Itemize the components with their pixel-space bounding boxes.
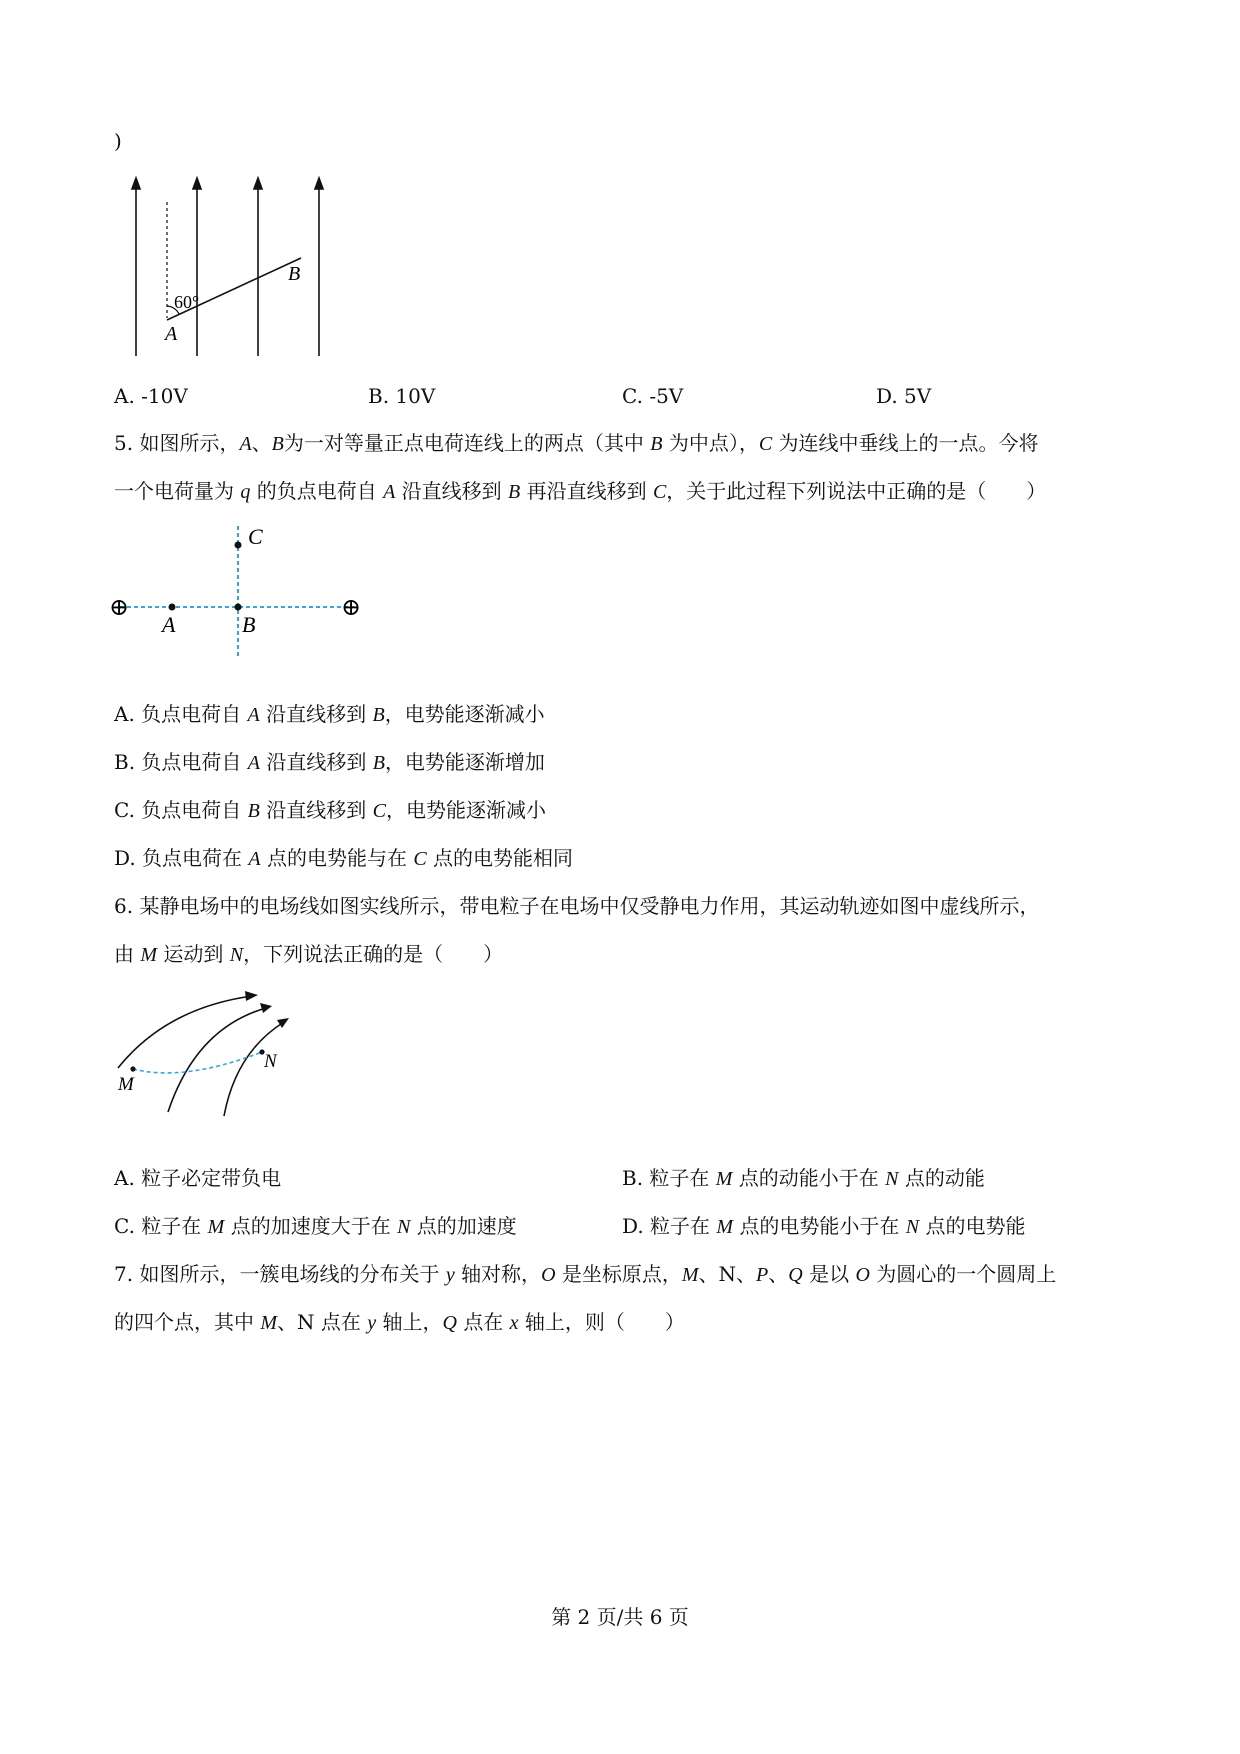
q4-option-a: A. -10V (114, 384, 188, 408)
q6-stem-line1: 6. 某静电场中的电场线如图实线所示，带电粒子在电场中仅受静电力作用，其运动轨迹如图中虚线所示， (114, 894, 1040, 918)
q5-option-c: C. 负点电荷自 B 沿直线移到 C，电势能逐渐减小 (114, 798, 546, 822)
q4-option-b: B. 10V (368, 384, 436, 408)
q5-point-b: B (242, 612, 256, 637)
q5-option-a: A. 负点电荷自 A 沿直线移到 B，电势能逐渐减小 (114, 702, 545, 726)
page-footer: 第 2 页/共 6 页 (551, 1605, 689, 1629)
q6-point-m: M (118, 1074, 134, 1095)
q4-stem-tail: ) (114, 129, 122, 153)
q6-option-c: C. 粒子在 M 点的加速度大于在 N 点的加速度 (114, 1214, 517, 1238)
q7-stem-line2: 的四个点，其中 M、N 点在 y 轴上，Q 点在 x 轴上，则（ ） (114, 1310, 685, 1334)
q4-point-a: A (165, 323, 178, 345)
q4-option-c: C. -5V (622, 384, 684, 408)
q6-point-n: N (264, 1051, 277, 1072)
q5-point-a: A (162, 612, 176, 637)
q6-figure (114, 990, 314, 1125)
q5-point-c: C (248, 524, 263, 549)
q5-stem-line1: 5. 如图所示，A、B为一对等量正点电荷连线上的两点（其中 B 为中点），C 为连线中垂线上的一点。今将 (114, 431, 1039, 455)
q6-option-a: A. 粒子必定带负电 (114, 1166, 282, 1190)
q6-option-d: D. 粒子在 M 点的电势能小于在 N 点的电势能 (622, 1214, 1026, 1238)
q5-stem-line2: 一个电荷量为 q 的负点电荷自 A 沿直线移到 B 再沿直线移到 C，关于此过程下列说法中正确的是（ ） (114, 479, 1047, 503)
q5-charge-right: ⊕ (341, 595, 362, 621)
q6-option-b: B. 粒子在 M 点的动能小于在 N 点的动能 (622, 1166, 985, 1190)
q5-figure (110, 520, 370, 660)
q4-point-b: B (288, 263, 301, 285)
q5-option-b: B. 负点电荷自 A 沿直线移到 B，电势能逐渐增加 (114, 750, 545, 774)
q5-charge-left: ⊕ (109, 595, 130, 621)
q4-option-d: D. 5V (876, 384, 932, 408)
q6-stem-line2: 由 M 运动到 N，下列说法正确的是（ ） (114, 942, 504, 966)
q4-angle-label: 60° (174, 292, 200, 312)
q4-figure (120, 178, 340, 358)
q5-option-d: D. 负点电荷在 A 点的电势能与在 C 点的电势能相同 (114, 846, 574, 870)
q7-stem-line1: 7. 如图所示，一簇电场线的分布关于 y 轴对称，O 是坐标原点，M、N、P、Q 是以 O 为圆心的一个圆周上 (114, 1262, 1057, 1286)
